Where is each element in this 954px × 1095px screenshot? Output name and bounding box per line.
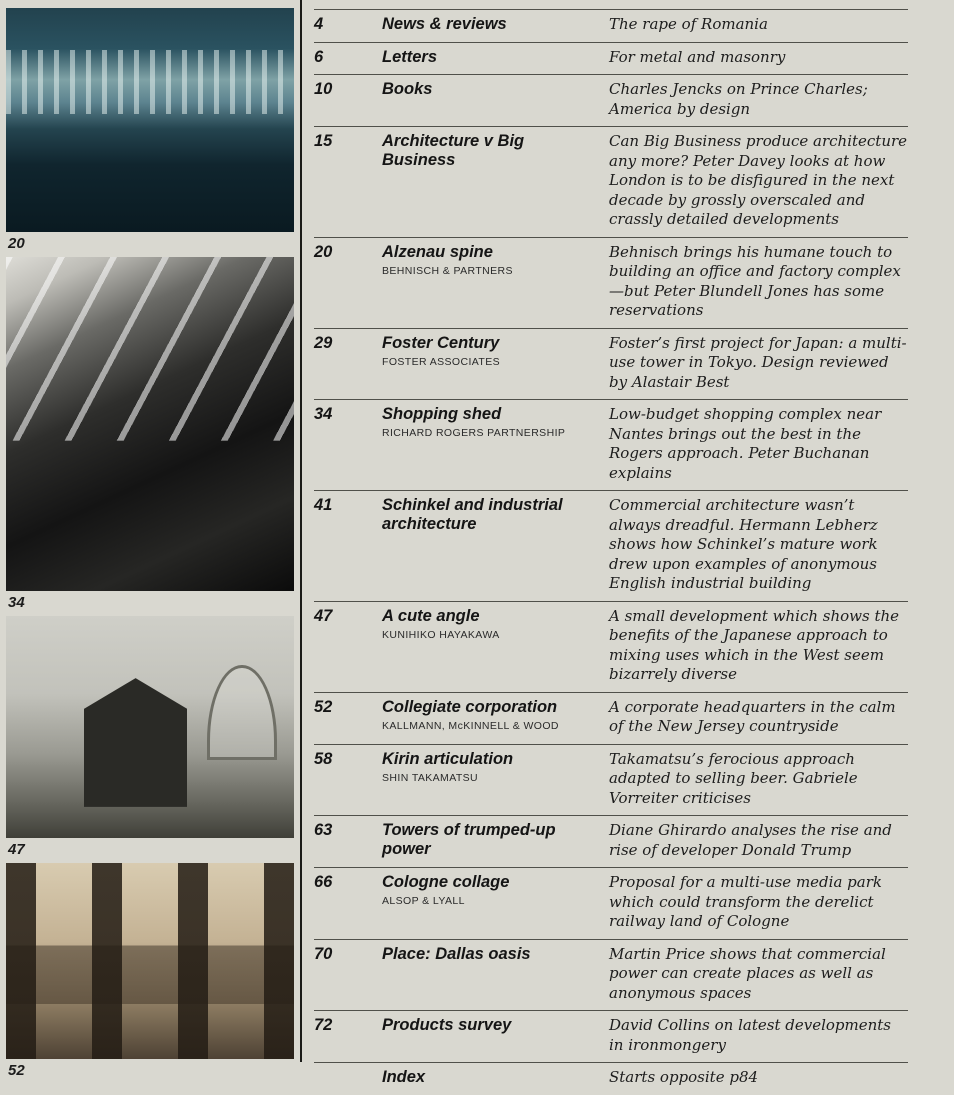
glass-building-dusk-photo — [6, 8, 294, 232]
photo-block — [6, 863, 300, 1079]
entry-title: Products survey — [382, 1016, 512, 1034]
entry-title: Place: Dallas oasis — [382, 944, 531, 963]
entry-title: Schinkel and industrial architecture — [382, 496, 563, 534]
entry-page-number: 34 — [314, 405, 333, 423]
entry-title-block — [382, 945, 597, 1004]
contents-entry — [314, 490, 908, 601]
entry-description: The rape of Romania — [609, 15, 768, 33]
entry-title: Alzenau spine — [382, 242, 493, 261]
entry-title: Books — [382, 80, 433, 98]
entry-title-block — [382, 405, 597, 483]
entry-description: Takamatsu’s ferocious approach adapted to selling beer. Gabriele Vorreiter criticises — [609, 749, 858, 807]
entry-title-block — [382, 750, 597, 809]
contents-entry — [314, 74, 908, 126]
entry-page-number: 20 — [314, 242, 333, 261]
entry-credit: ALSOP & LYALL — [382, 895, 465, 908]
contents-entry — [314, 815, 908, 867]
entry-description: Behnisch brings his humane touch to building an office and factory complex—but Peter Blundell Jones has some reservations — [609, 242, 901, 319]
contents-entry — [314, 744, 908, 816]
entry-description: Starts opposite p84 — [609, 1068, 759, 1086]
entry-description: A corporate headquarters in the calm of the New Jersey countryside — [609, 697, 896, 735]
entry-page-number: 66 — [314, 873, 333, 891]
entry-description: Can Big Business produce architecture any more? Peter Davey looks at how London is to be disfigured in the next decade by grossly overscaled and crassly detailed developments — [609, 132, 908, 228]
contents-entry — [314, 237, 908, 328]
glass-pavilion-photo — [6, 616, 294, 838]
contents-entry — [314, 692, 908, 744]
entry-title: Letters — [382, 47, 438, 66]
entry-description: Diane Ghirardo analyses the rise and rise of developer Donald Trump — [609, 821, 892, 859]
entry-description: Charles Jencks on Prince Charles; America by design — [609, 80, 868, 118]
entry-title: Towers of trumped-up power — [382, 821, 556, 859]
entry-title: Collegiate corporation — [382, 697, 558, 716]
photo-block — [6, 257, 300, 611]
entry-title-block — [382, 607, 597, 685]
entry-title: Foster Century — [382, 333, 500, 352]
entry-credit: SHIN TAKAMATSU — [382, 771, 479, 784]
entry-title-block — [382, 496, 597, 594]
entry-credit: RICHARD ROGERS PARTNERSHIP — [382, 427, 566, 440]
entry-title-block — [382, 243, 597, 321]
photo-block — [6, 616, 300, 858]
entry-description: David Collins on latest developments in ironmongery — [609, 1016, 891, 1054]
entry-title: A cute angle — [382, 606, 480, 625]
entry-page-number: 41 — [314, 496, 333, 514]
entry-title-block — [382, 48, 597, 68]
entry-page-number: 52 — [314, 697, 333, 716]
entry-page-number: 4 — [314, 15, 324, 33]
entry-title-block — [382, 1016, 597, 1055]
entry-title-block — [382, 873, 597, 932]
entry-title-block — [382, 698, 597, 737]
entry-description: Foster’s first project for Japan: a multi-use tower in Tokyo. Design reviewed by Alastair Best — [609, 333, 907, 391]
photo-caption: 52 — [8, 1062, 25, 1079]
entry-page-number: 58 — [314, 749, 333, 768]
entry-title: Kirin articulation — [382, 749, 514, 768]
contents-entry — [314, 42, 908, 75]
entry-credit: KUNIHIKO HAYAKAWA — [382, 628, 500, 641]
photo-caption: 47 — [8, 841, 25, 858]
entry-credit: KALLMANN, McKINNELL & WOOD — [382, 719, 559, 732]
contents-entry — [314, 939, 908, 1011]
entry-title: Index — [382, 1068, 426, 1086]
entry-title: Cologne collage — [382, 873, 510, 891]
entry-title-block — [382, 132, 597, 230]
contents-list — [302, 0, 954, 1086]
entry-title-block — [382, 821, 597, 860]
contents-entry — [314, 399, 908, 490]
photo-block — [6, 8, 300, 252]
photo-caption: 34 — [8, 594, 25, 611]
entry-description: Martin Price shows that commercial power can create places as well as anonymous spaces — [609, 944, 886, 1002]
contents-entry — [314, 867, 908, 939]
entry-page-number: 70 — [314, 944, 333, 963]
entry-title-block — [382, 80, 597, 119]
entry-title-block — [382, 1068, 597, 1088]
contents-entry — [314, 328, 908, 400]
contents-entry — [314, 126, 908, 237]
contents-entry — [314, 601, 908, 692]
entry-title-block — [382, 334, 597, 393]
entry-page-number: 6 — [314, 47, 324, 66]
entry-credit: BEHNISCH & PARTNERS — [382, 264, 513, 277]
entry-page-number: 63 — [314, 821, 333, 839]
entry-title: Shopping shed — [382, 405, 502, 423]
entry-description: Proposal for a multi-use media park which could transform the derelict railway land of Cologne — [609, 873, 882, 930]
entry-description: Low-budget shopping complex near Nantes brings out the best in the Rogers approach. Peter Buchanan explains — [609, 405, 882, 482]
contents-entry — [314, 1062, 908, 1095]
entry-page-number: 10 — [314, 80, 333, 98]
entry-title-block — [382, 15, 597, 35]
entry-page-number: 15 — [314, 132, 333, 150]
entry-description: A small development which shows the benefits of the Japanese approach to mixing uses which in the West seem bizarrely diverse — [609, 606, 900, 683]
contents-entry — [314, 9, 908, 42]
entry-description: For metal and masonry — [609, 47, 786, 66]
entry-title: Architecture v Big Business — [382, 132, 525, 170]
atrium-skylight-photo — [6, 257, 294, 591]
entry-page-number: 72 — [314, 1016, 333, 1034]
photo-column — [0, 0, 300, 1083]
entry-page-number: 47 — [314, 606, 333, 625]
entry-credit: FOSTER ASSOCIATES — [382, 355, 501, 368]
contents-entry — [314, 1010, 908, 1062]
photo-caption: 20 — [8, 235, 25, 252]
colonnade-photo — [6, 863, 294, 1059]
entry-page-number: 29 — [314, 333, 333, 352]
entry-description: Commercial architecture wasn’t always dreadful. Hermann Lebherz shows how Schinkel’s mature work drew upon examples of anonymous English industrial building — [609, 496, 878, 592]
entry-page-number — [314, 1068, 370, 1088]
entry-title: News & reviews — [382, 15, 507, 33]
